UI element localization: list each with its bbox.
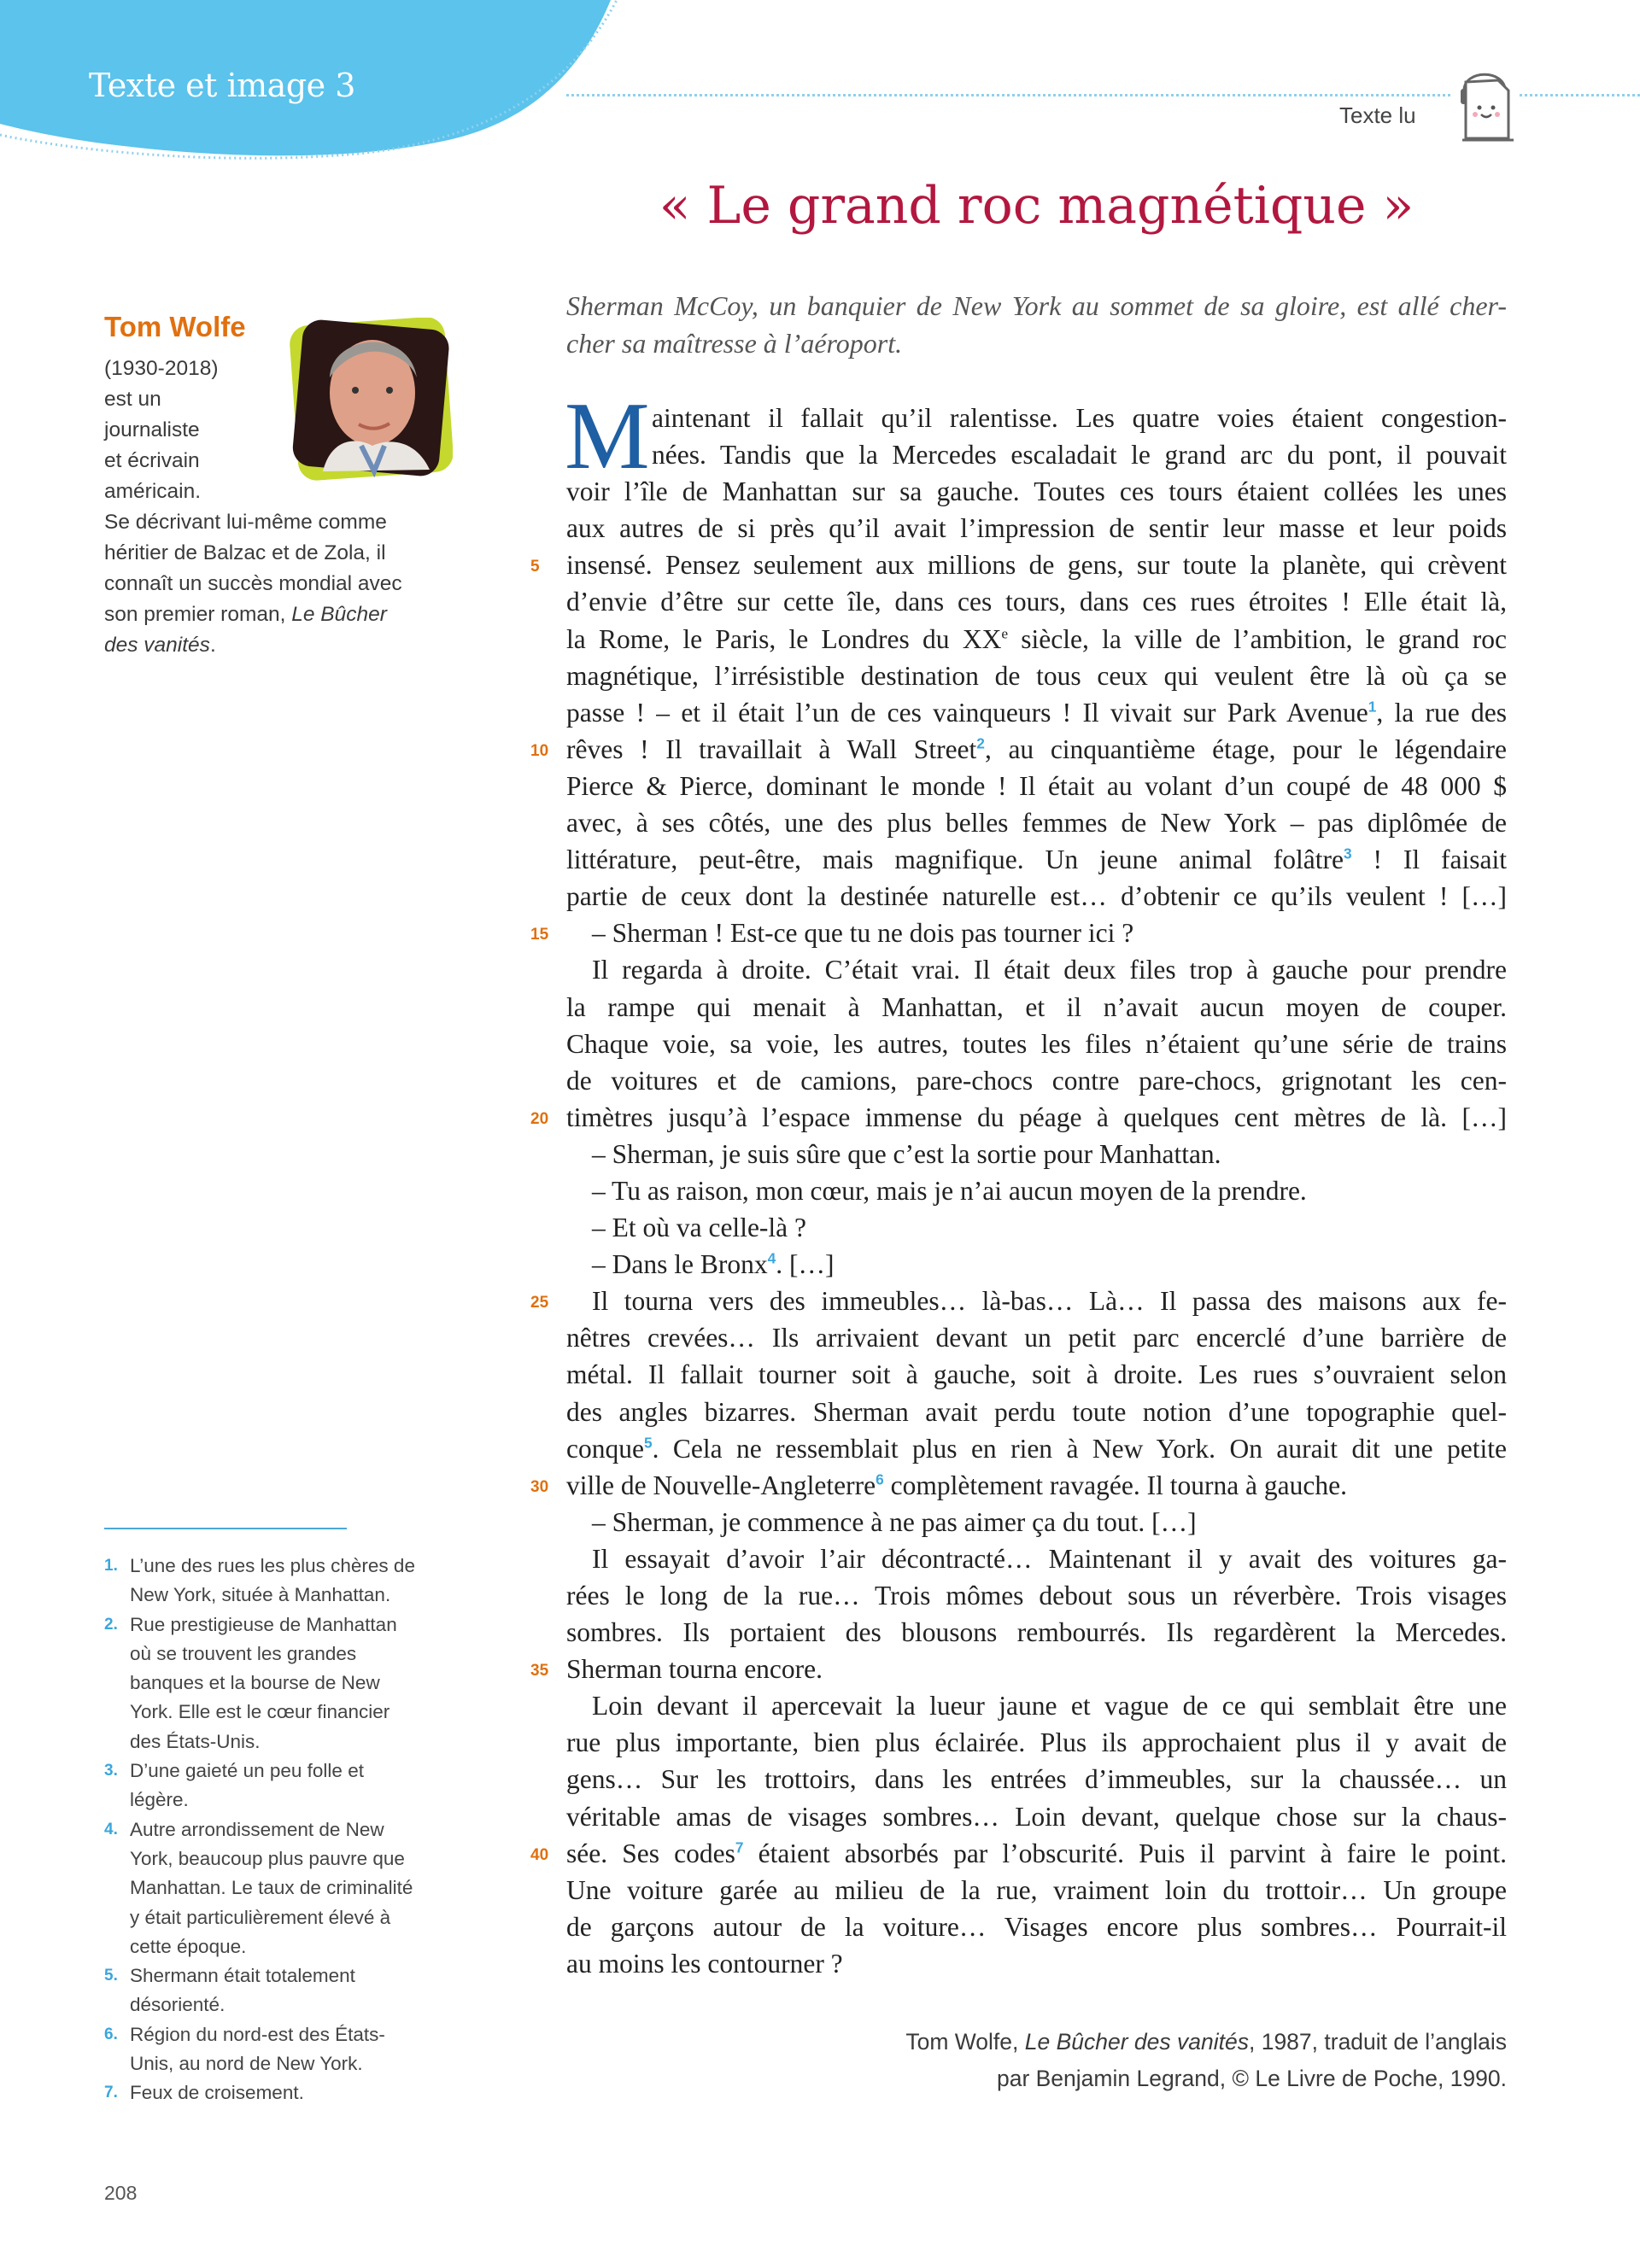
footnote-ref[interactable]: 5 <box>643 1434 653 1452</box>
text-line <box>566 1687 1507 1724</box>
text-line <box>566 1430 1507 1467</box>
footnote-line: Unis, au nord de New York. <box>130 2053 363 2075</box>
text-segment: sombres. Ils portaient des blousons rembourrés. Ils regardèrent la Mercedes. <box>566 1617 1507 1648</box>
page-number: 208 <box>104 2182 138 2204</box>
page-title: « Le grand roc magnétique » <box>659 176 1414 236</box>
text-segment: aux autres de si près qu’il avait l’impression de sentir leur masse et leur poids <box>566 513 1507 544</box>
footnote-line: New York, située à Manhattan. <box>130 1584 391 1606</box>
book-title: des vanités <box>104 634 210 657</box>
text-line <box>566 768 1507 804</box>
text-segment: de voitures et de camions, pare-chocs contre pare-chocs, grignotant les cen- <box>566 1065 1507 1096</box>
text-segment: – Et où va celle-là ? <box>592 1213 807 1243</box>
text-segment: sée. Ses codes <box>566 1838 735 1868</box>
text-line <box>566 1209 1507 1246</box>
footnote <box>104 1552 480 1610</box>
text-line <box>530 1283 1507 1319</box>
text-segment: . […] <box>776 1249 835 1280</box>
citation-author: Tom Wolfe, <box>905 2029 1025 2055</box>
text-segment: , la rue des <box>1376 697 1507 728</box>
text-line <box>530 731 1508 768</box>
text-segment: Pierce & Pierce, dominant le monde ! Il était au volant d’un coupé de 48 000 $ <box>566 770 1507 801</box>
footnote-number: 7. <box>104 2084 118 2102</box>
text-line <box>566 1356 1507 1393</box>
text-segment: Chaque voie, sa voie, les autres, toutes les files n’étaient qu’une série de trains <box>566 1028 1507 1059</box>
text-segment: rue plus importante, bien plus éclairée. Plus ils approchaient plus il y avait de <box>566 1727 1507 1758</box>
bio-line: Se décrivant lui-même comme <box>104 511 387 534</box>
footnote-ref[interactable]: 1 <box>1368 698 1377 716</box>
text-line <box>566 1945 1507 1982</box>
text-line <box>566 1614 1507 1651</box>
text-segment: partie de ceux dont la destinée naturelle est… d’obtenir ce qu’ils veulent ! […] <box>566 881 1507 912</box>
text-line <box>566 878 1507 915</box>
footnote-number: 2. <box>104 1615 118 1634</box>
text-segment: siècle, la ville de l’ambition, le grand roc <box>1008 623 1507 654</box>
text-segment: Il regarda à droite. C’était vrai. Il était deux files trop à gauche pour prendre <box>592 955 1507 985</box>
author-photo <box>289 318 453 482</box>
text-segment: insensé. Pensez seulement aux millions de gens, sur toute la planète, qui crèvent <box>566 550 1507 581</box>
text-segment: – Sherman ! Est-ce que tu ne dois pas tourner ici ? <box>592 918 1134 949</box>
footnote-ref[interactable]: 7 <box>735 1838 744 1856</box>
text-segment: la Rome, le Paris, le Londres du XX <box>566 623 1002 654</box>
footnotes-divider <box>104 1528 347 1529</box>
footnote-line: Rue prestigieuse de Manhattan <box>130 1613 397 1635</box>
text-segment: voir l’île de Manhattan sur sa gauche. Toutes ces tours étaient collées les unes <box>566 476 1507 507</box>
text-line <box>530 915 1507 951</box>
text-segment: métal. Il fallait tourner soit à gauche, soit à droite. Les rues s’ouvraient selon <box>566 1359 1507 1390</box>
footnotes <box>104 1552 480 2108</box>
footnote-line: Feux de croisement. <box>130 2082 304 2104</box>
text-segment: ! Il faisait <box>1351 845 1508 875</box>
text-segment: véritable amas de visages sombres… Loin devant, quelque chose sur la chaus- <box>566 1801 1507 1832</box>
drop-cap: M <box>565 383 650 489</box>
text-line <box>566 841 1507 878</box>
text-line <box>530 1467 1507 1504</box>
text-line <box>566 1394 1507 1430</box>
footnote-line: y était particulièrement élevé à <box>130 1906 391 1928</box>
text-segment: Loin devant il apercevait la lueur jaune et vague de ce qui semblait être une <box>592 1691 1507 1721</box>
text-line <box>566 1026 1507 1062</box>
line-number: 30 <box>530 1477 549 1496</box>
text-line <box>566 510 1507 547</box>
text-segment: – Tu as raison, mon cœur, mais je n’ai aucun moyen de la prendre. <box>592 1175 1307 1206</box>
footnote-line: York. Elle est le cœur financier <box>130 1701 390 1723</box>
text-segment: . Cela ne ressemblait plus en rien à New York. On aurait dit une petite <box>652 1433 1507 1464</box>
citation-book: Le Bûcher des vanités <box>1024 2029 1249 2055</box>
chapter-label: Texte et image 3 <box>89 67 355 104</box>
text-line <box>566 473 1507 510</box>
footnote-line: légère. <box>130 1789 189 1811</box>
intro-line: cher sa maîtresse à l’aéroport. <box>566 328 903 359</box>
bio-line: journaliste <box>104 418 200 441</box>
footnote-ref[interactable]: 2 <box>976 734 985 752</box>
footnote-line: Région du nord-est des États- <box>130 2023 385 2045</box>
footnote-line: désorienté. <box>130 1994 226 2016</box>
citation-details: , 1987, traduit de l’anglais <box>1248 2029 1507 2055</box>
line-number: 20 <box>530 1109 549 1128</box>
text-segment: d’envie d’être sur cette île, dans ces tours, dans ces rues étroites ! Elle était là, <box>566 587 1507 617</box>
footnote <box>104 1961 480 2020</box>
footnote-number: 1. <box>104 1557 118 1575</box>
text-segment: littérature, peut-être, mais magnifique. Un jeune animal folâtre <box>566 845 1344 875</box>
bio-line: (1930-2018) <box>104 357 219 380</box>
text-line <box>566 1540 1507 1577</box>
text-segment: nées. Tandis que la Mercedes escaladait le grand arc du pont, il pouvait <box>652 440 1507 471</box>
text-line <box>566 583 1507 620</box>
footnote-number: 3. <box>104 1762 118 1780</box>
text-segment: des angles bizarres. Sherman avait perdu toute notion d’une topographie quel- <box>566 1396 1507 1427</box>
text-segment: – Sherman, je commence à ne pas aimer ça du tout. […] <box>592 1506 1197 1537</box>
text-segment: aintenant il fallait qu’il ralentisse. Les quatre voies étaient congestion- <box>652 403 1507 433</box>
bio-line: est un <box>104 388 161 411</box>
text-line <box>566 1319 1507 1356</box>
superscript: e <box>1001 625 1008 642</box>
line-number: 15 <box>530 926 549 944</box>
footnote-ref[interactable]: 3 <box>1343 845 1352 862</box>
text-line <box>530 1835 1508 1872</box>
bio-line <box>104 599 402 630</box>
footnote-line: D’une gaieté un peu folle et <box>130 1760 364 1782</box>
text-line <box>566 1172 1507 1209</box>
citation-line: par Benjamin Legrand, © Le Livre de Poche, 1990. <box>996 2066 1507 2091</box>
text-line <box>566 1872 1507 1909</box>
text-line <box>566 1136 1507 1172</box>
text-line <box>566 1761 1507 1797</box>
text-line <box>566 621 1507 658</box>
text-segment: Il essayait d’avoir l’air décontracté… Maintenant il y avait des voitures ga- <box>592 1543 1507 1574</box>
text-line <box>566 1246 1507 1283</box>
text-segment: magnétique, l’irrésistible destination de tous ceux qui veulent être là où ça se <box>566 660 1507 691</box>
citation-line <box>769 2024 1507 2060</box>
line-number: 5 <box>530 558 540 576</box>
author-name: Tom Wolfe <box>104 311 246 342</box>
bio-line: américain. <box>104 480 202 503</box>
text-line <box>566 951 1507 988</box>
footnote-line: Autre arrondissement de New <box>130 1818 384 1840</box>
footnote-line: où se trouvent les grandes <box>130 1642 357 1664</box>
text-segment: – Sherman, je suis sûre que c’est la sortie pour Manhattan. <box>592 1138 1221 1169</box>
text-segment: avec, à ses côtés, une des plus belles femmes de New York – pas diplômée de <box>566 808 1507 839</box>
text-segment: de garçons autour de la voiture… Visages encore plus sombres… Pourrait-il <box>566 1911 1507 1942</box>
bio-line: héritier de Balzac et de Zola, il <box>104 541 386 564</box>
footnote-number: 4. <box>104 1820 118 1838</box>
intro-line: Sherman McCoy, un banquier de New York au sommet de sa gloire, est allé cher- <box>566 290 1507 321</box>
text-line <box>530 547 1507 583</box>
text-line <box>530 1099 1507 1136</box>
footnote-ref[interactable]: 6 <box>876 1470 884 1488</box>
audio-label[interactable]: Texte lu <box>1339 102 1416 128</box>
text-line <box>566 400 1507 436</box>
text-segment: Une voiture garée au milieu de la rue, vraiment loin du trottoir… Un groupe <box>566 1874 1507 1905</box>
text-segment: Il tourna vers des immeubles… là-bas… Là… Il passa des maisons aux fe- <box>592 1286 1507 1317</box>
text-segment: conque <box>566 1433 644 1464</box>
footnote <box>104 1757 480 1815</box>
text-segment: au moins les contourner ? <box>566 1948 843 1979</box>
text-line <box>566 1062 1507 1099</box>
text-segment: la rampe qui menait à Manhattan, et il n’avait aucun moyen de couper. <box>566 991 1507 1022</box>
book-title: Le Bûcher <box>291 603 387 626</box>
footnote-ref[interactable]: 4 <box>767 1249 776 1267</box>
text-line <box>566 804 1507 841</box>
text-segment: , au cinquantième étage, pour le légendaire <box>984 734 1508 764</box>
footnote-number: 5. <box>104 1967 118 1985</box>
footnote-line: York, beaucoup plus pauvre que <box>130 1847 405 1869</box>
bio-line: connaît un succès mondial avec <box>104 572 402 595</box>
text-line <box>530 1651 1507 1687</box>
text-line <box>566 436 1507 473</box>
line-number: 40 <box>530 1845 549 1864</box>
text-segment: complètement ravagée. Il tourna à gauche. <box>883 1470 1347 1500</box>
footnote-line: L’une des rues les plus chères de <box>130 1555 415 1576</box>
footnote-number: 6. <box>104 2025 118 2043</box>
text-line <box>566 1798 1507 1835</box>
footnote <box>104 1815 480 1961</box>
bio-text: son premier roman, <box>104 603 292 626</box>
headphones-document-icon[interactable] <box>1452 65 1517 143</box>
footnote <box>104 2020 480 2079</box>
bio-line: et écrivain <box>104 449 200 472</box>
footnote-line: Manhattan. Le taux de criminalité <box>130 1877 413 1899</box>
text-segment: rées le long de la rue… Trois mômes debout sous un réverbère. Trois visages <box>566 1581 1507 1610</box>
text-segment: passe ! – et il était l’un de ces vainqueurs ! Il vivait sur Park Avenue <box>566 697 1368 728</box>
main-text <box>530 400 1508 1982</box>
text-segment: timètres jusqu’à l’espace immense du péage à quelques cent mètres de là. […] <box>566 1102 1507 1132</box>
text-line <box>566 1909 1507 1945</box>
text-segment: étaient absorbés par l’obscurité. Puis il parvint à faire le point. <box>743 1838 1508 1868</box>
text-segment: Sherman tourna encore. <box>566 1654 823 1685</box>
text-segment: nêtres crevées… Ils arrivaient devant un petit parc encerclé d’une barrière de <box>566 1323 1507 1353</box>
text-segment: – Dans le Bronx <box>592 1249 768 1280</box>
text-segment: gens… Sur les trottoirs, dans les entrées d’immeubles, sur la chaussée… un <box>566 1764 1507 1795</box>
text-line <box>566 694 1507 731</box>
text-line <box>566 1577 1507 1614</box>
text-line <box>566 1504 1507 1540</box>
text-line <box>566 658 1507 694</box>
footnote <box>104 2078 480 2107</box>
footnote-line: Shermann était totalement <box>130 1965 355 1987</box>
text-segment: rêves ! Il travaillait à Wall Street <box>566 734 977 764</box>
text-line <box>566 989 1507 1026</box>
bio-line <box>104 630 402 661</box>
source-citation <box>769 2024 1507 2097</box>
footnote-line: cette époque. <box>130 1935 247 1957</box>
line-number: 35 <box>530 1662 549 1681</box>
intro-text <box>566 287 1507 362</box>
line-number: 10 <box>530 741 549 760</box>
text-line <box>566 1724 1507 1761</box>
bio-text: . <box>209 634 216 657</box>
line-number: 25 <box>530 1294 549 1312</box>
text-segment: ville de Nouvelle-Angleterre <box>566 1470 876 1500</box>
footnote-line: banques et la bourse de New <box>130 1672 380 1694</box>
footnote <box>104 1610 480 1757</box>
footnote-line: des États-Unis. <box>130 1730 261 1752</box>
